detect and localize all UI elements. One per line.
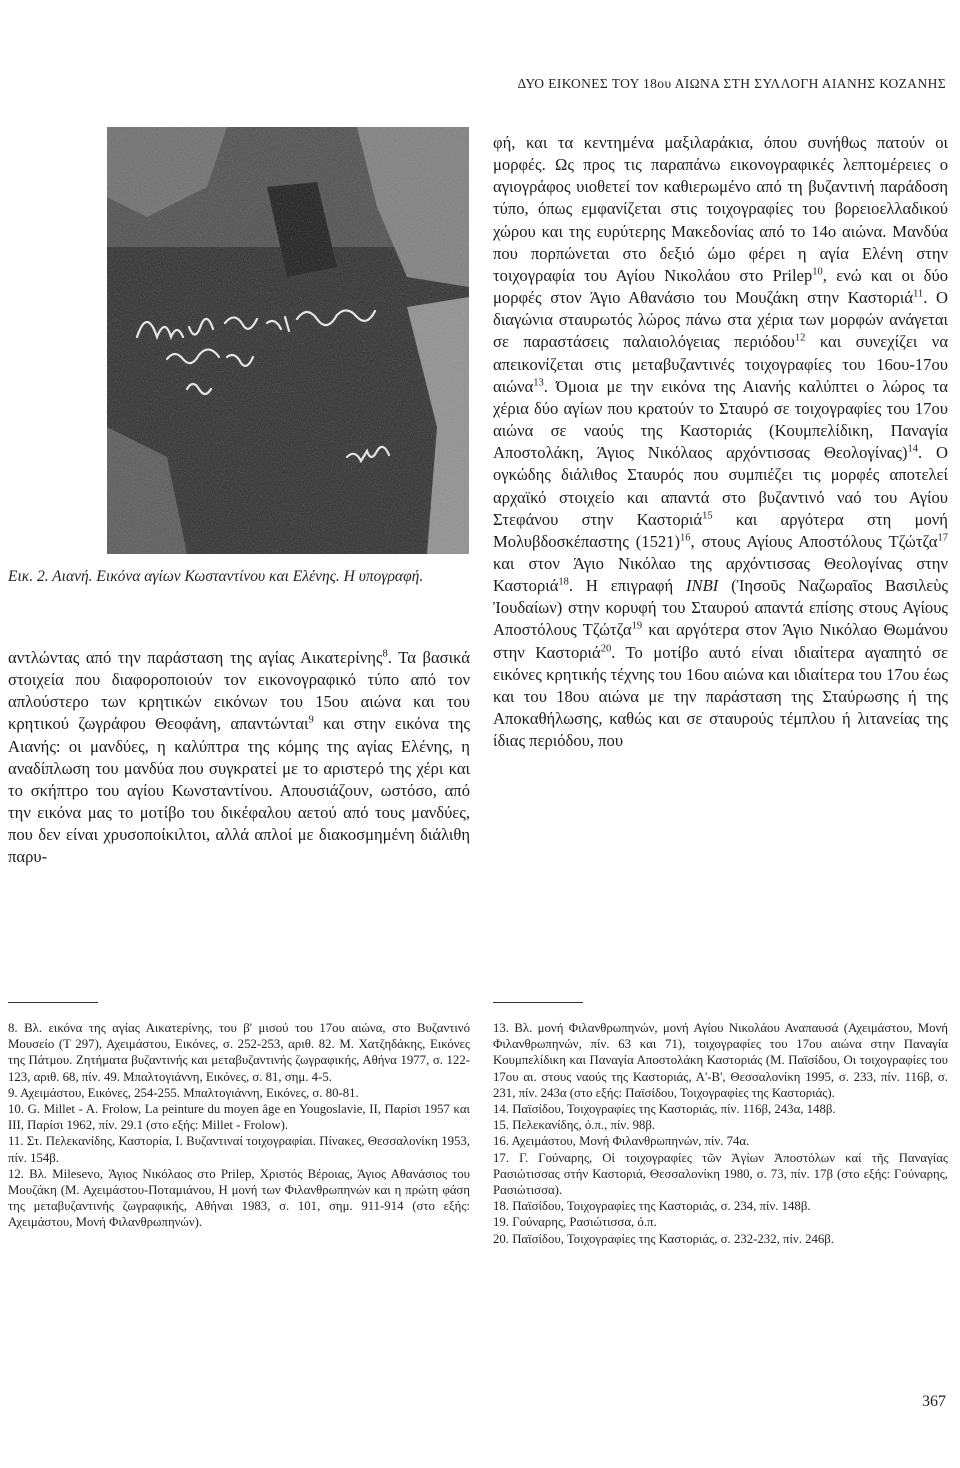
footnote: 18. Παϊσίδου, Τοιχογραφίες της Καστοριάς, σ. 234, πίν. 148β.	[493, 1199, 811, 1214]
footnote-ref[interactable]: 18	[558, 576, 569, 588]
footnote: 16. Αχειμάστου, Μονή Φιλανθρωπηνών, πίν. 74α.	[493, 1134, 750, 1149]
body-text: και αργότερα στη μονή Μολυβδοσκέπαστης (1521)	[493, 509, 948, 551]
footnote: 10. G. Millet - A. Frolow, La peinture du moyen âge en Yougoslavie, II, Παρίσι 1957 και III, Παρίσι 1962, πίν. 29.1 (στο εξής: Millet - Frolow).	[8, 1102, 470, 1133]
footnotes-left	[8, 1020, 470, 1231]
footnote-ref[interactable]: 14	[907, 443, 919, 455]
footnote: 11. Στ. Πελεκανίδης, Καστορία, Ι. Βυζαντιναί τοιχογραφίαι. Πίνακες, Θεσσαλονίκη 1953, πίν. 154β.	[8, 1134, 470, 1165]
footnote-ref[interactable]: 12	[794, 332, 806, 344]
body-text: . Το μοτίβο αυτό είναι ιδιαίτερα αγαπητό σε εικόνες κρητικής τέχνης του 16ου αιώνα και ιδιαίτερα του 17ου έως και του 18ου αιώνα με την παράσταση της Σταύρωσης ή της Αποκαθήλωσης, καθώς και σε σταυρούς τέμπλου ή λιτανείας της ίδιας περιόδου, που	[493, 642, 948, 751]
footnote-divider	[493, 1002, 583, 1003]
photo-graphic	[107, 127, 469, 554]
body-column-left	[8, 647, 470, 869]
footnote: 20. Παϊσίδου, Τοιχογραφίες της Καστοριάς, σ. 232-232, πίν. 246β.	[493, 1231, 834, 1246]
figure-caption: Εικ. 2. Αιανή. Εικόνα αγίων Κωσταντίνου και Ελένης. Η υπογραφή.	[8, 568, 424, 585]
body-text: , στους Αγίους Αποστόλους Τζώτζα	[690, 531, 938, 551]
footnote-divider	[8, 1002, 98, 1003]
footnote: 9. Αχειμάστου, Εικόνες, 254-255. Μπαλτογιάννη, Εικόνες, σ. 80-81.	[8, 1085, 359, 1100]
body-column-right	[493, 132, 948, 752]
footnote-ref[interactable]: 10	[812, 266, 823, 278]
footnote-ref[interactable]: 9	[308, 714, 314, 726]
footnote: 15. Πελεκανίδης, ό.π., πίν. 98β.	[493, 1118, 656, 1133]
footnote-ref[interactable]: 11	[913, 288, 924, 300]
body-text: αντλώντας από την παράσταση της αγίας Αικατερίνης	[8, 648, 383, 667]
page-number: 367	[922, 1393, 946, 1410]
body-text: και αργότερα στον Άγιο Νικόλαο Θωμάνου στην Καστοριά	[493, 620, 948, 662]
body-text: και συνεχίζει να απεικονίζεται στις μεταβυζαντινές τοιχογραφίες του 16ου-17ου αιώνα	[493, 332, 949, 396]
footnote: 19. Γούναρης, Ρασιώτισσα, ό.π.	[493, 1215, 657, 1230]
footnote: 8. Βλ. εικόνα της αγίας Αικατερίνης, του β' μισού του 17ου αιώνα, στο Βυζαντινό Μουσείο (Τ 297), Αχειμάστου, Εικόνες, σ. 252-253, αριθ. 82. Μ. Χατζηδάκης, Εικόνες της Πάτμου. Ζητήματα βυζαντινής και μεταβυζαντινής ζωγραφικής, Αθήνα 1977, σ. 122-123, αριθ. 68, πίν. 49. Μπαλτογιάννη, Εικόνες, σ. 81, σημ. 4-5.	[8, 1021, 470, 1084]
inscription-abbrev: INBI	[685, 576, 719, 596]
footnote: 13. Βλ. μονή Φιλανθρωπηνών, μονή Αγίου Νικολάου Αναπαυσά (Αχειμάστου, Μονή Φιλανθρωπηνών, πίν. 63 και 71), τοιχογραφίες του 17ου αιώνα στην Παναγία Κουμπελίδικη και Παναγία Αποστολάκη Καστοριάς (Μ. Παϊσίδου, Οι τοιχογραφίες του 17ου αι. στους ναούς της Καστοριάς, Α'-Β', Θεσσαλονίκη 1995, σ. 233, πίν. 116β, σ. 231, πίν. 243α (στο εξής: Παϊσίδου, Τοιχογραφίες της Καστοριάς).	[493, 1021, 948, 1100]
footnote: 12. Βλ. Milesevo, Άγιος Νικόλαος στο Prilep, Χριστός Βέροιας, Άγιος Αθανάσιος του Μουζάκη (Μ. Αχειμάστου-Ποταμιάνου, Η μονή των Φιλανθρωπηνών και η πρώτη φάση της μεταβυζαντινής ζωγραφικής, Αθήναι 1983, σ. 101, σημ. 911-914 (στο εξής: Αχειμάστου, Μονή Φιλανθρωπηνών).	[8, 1166, 470, 1230]
body-text: (Ἰησοῦς Ναζωραῖος Βασιλεὺς Ἰουδαίων) στην κορυφή του Σταυρού απαντά επίσης στους Αγίους Αποστόλους Τζώτζα	[493, 576, 948, 640]
footnote-ref[interactable]: 13	[533, 377, 544, 389]
body-text: . Η επιγραφή	[568, 576, 686, 596]
body-text: . Τα βασικά στοιχεία που διαφοροποιούν τον εικονογραφικό τύπο από τον απλούστερο των κρητικών εικόνων του 15ου αιώνα και του κρητικού ζωγράφου Θεοφάνη, απαντώνται	[8, 648, 470, 734]
footnote: 14. Παϊσίδου, Τοιχογραφίες της Καστοριάς, πίν. 116β, 243α, 148β.	[493, 1102, 836, 1117]
body-text: . Ο ογκώδης διάλιθος Σταυρός που συμπιέζει τις μορφές αποτελεί αρχαϊκό στοιχείο και απαντά στο βυζαντινό ναό του Αγίου Στεφάνου στην Καστοριά	[493, 443, 948, 529]
footnote-ref[interactable]: 20	[600, 643, 612, 655]
body-text: και στην εικόνα της Αιανής: οι μανδύες, η καλύπτρα της κόμης της αγίας Ελένης, η αναδίπλωση του μανδύα που συγκρατεί με το αριστερό της χέρι και το σκήπτρο του αγίου Κωνσταντίνου. Απουσιάζουν, ωστόσο, από την εικόνα μας το μοτίβο του δικέφαλου αετού από τους μανδύες, που δεν είναι χρυσοποίκιλτοι, αλλά απλοί με διακοσμημένη διάλιθη παρυ-	[8, 714, 470, 867]
footnote-ref[interactable]: 16	[680, 532, 691, 544]
footnote: 17. Γ. Γούναρης, Οἱ τοιχογραφίες τῶν Ἁγίων Ἀποστόλων καί τῆς Παναγίας Ρασιώτισσας στήν Καστοριά, Θεσσαλονίκη 1980, σ. 73, πίν. 17β (στο εξής: Γούναρης, Ρασιώτισσα).	[493, 1150, 948, 1198]
footnote-ref[interactable]: 15	[702, 510, 713, 522]
body-text: και στον Άγιο Νικόλαο της αρχόντισσας Θεολογίνας στην Καστοριά	[493, 553, 948, 596]
running-head: ΔΥΟ ΕΙΚΟΝΕΣ ΤΟΥ 18ου ΑΙΩΝΑ ΣΤΗ ΣΥΛΛΟΓΗ ΑΙΑΝΗΣ ΚΟΖΑΝΗΣ	[517, 76, 946, 91]
body-text: . Όμοια με την εικόνα της Αιανής καλύπτει ο λώρος τα χέρια δύο αγίων που κρατούν το Σταυρό σε τοιχογραφίες του 17ου αιώνα σε ναούς της Καστοριάς (Κουμπελίδικη, Παναγία Αποστολάκη, Άγιος Νικόλαος αρχόντισσας Θεολογίνας)	[493, 376, 948, 463]
footnotes-right	[493, 1020, 948, 1247]
footnote-ref[interactable]: 19	[631, 620, 643, 632]
footnote-ref[interactable]: 8	[382, 648, 388, 660]
body-text: , ενώ και οι δύο μορφές στον Άγιο Αθανάσιο του Μουζάκη στην Καστοριά	[493, 265, 948, 308]
body-text: φή, και τα κεντημένα μαξιλαράκια, όπου συνήθως πατούν οι μορφές. Ως προς τις παραπάνω εικονογραφικές λεπτομέρειες ο αγιογράφος υιοθετεί τον καθιερωμένο από τη βυζαντινή παράδοση τύπο, όπως εμφανίζεται στις τοιχογραφίες του βορειοελλαδικού χώρου και της ευρύτερης Μακεδονίας από το 14ο αιώνα. Μανδύα που πορπώνεται στο δεξιό ώμο φέρει η αγία Ελένη στην τοιχογραφία του Αγίου Νικολάου στο Prilep	[493, 133, 948, 285]
body-text: . Ο διαγώνια σταυρωτός λώρος πάνω στα χέρια των μορφών ανάγεται σε παραστάσεις παλαιολόγειας περιόδου	[493, 288, 948, 352]
footnote-ref[interactable]: 17	[937, 532, 948, 544]
figure-photo-inscription	[107, 127, 469, 554]
